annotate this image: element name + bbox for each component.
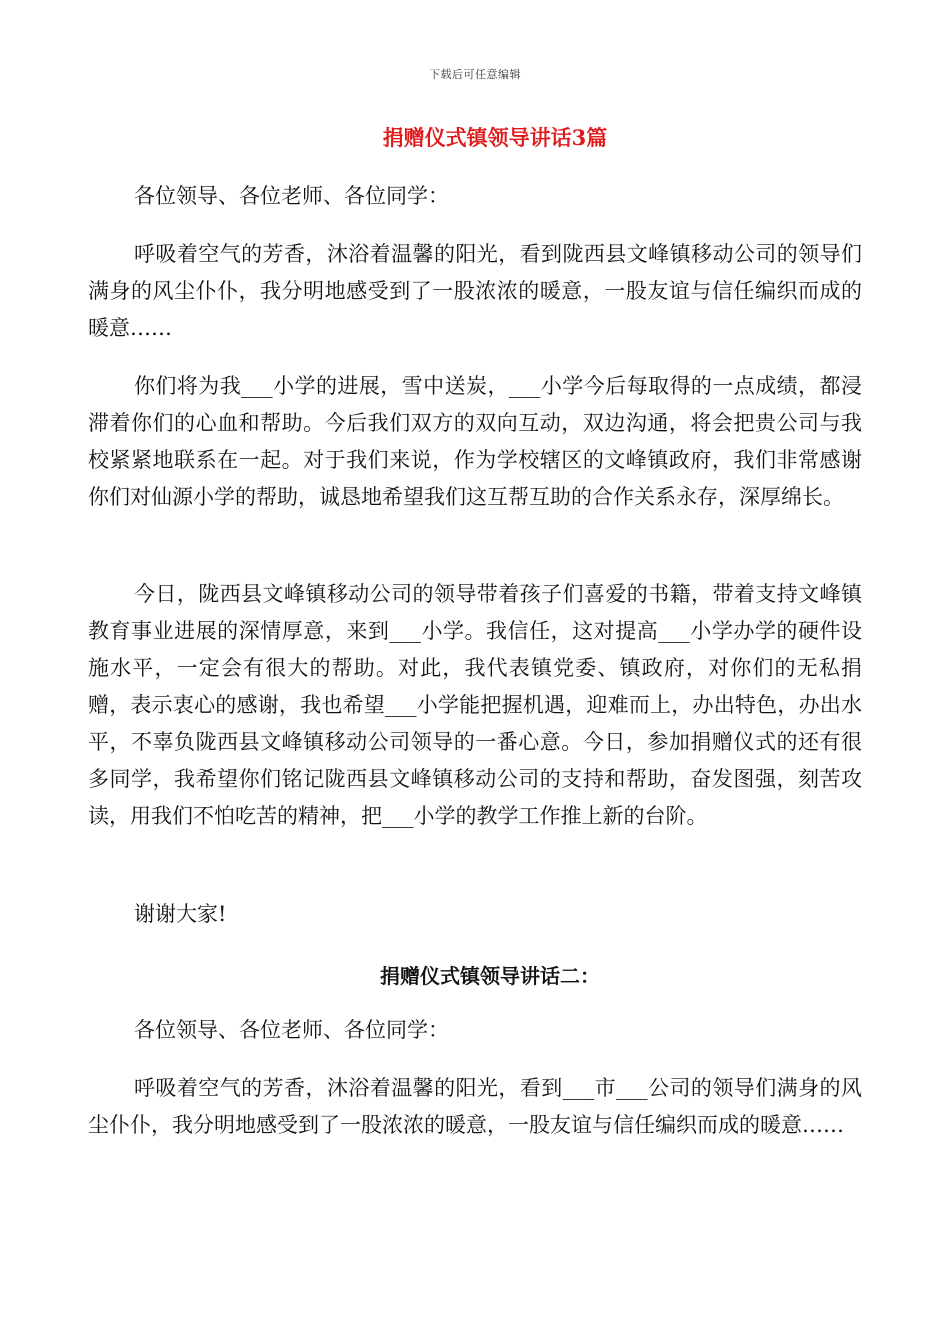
closing-thanks: 谢谢大家! (134, 902, 227, 926)
section-two-paragraph-opening: 呼吸着空气的芳香，沐浴着温馨的阳光，看到___市___公司的领导们满身的风尘仆仆，我分明地感受到了一股浓浓的暖意，一股友谊与信任编织而成的暖意…… (88, 1076, 862, 1137)
section-two-salutation: 各位领导、各位老师、各位同学： (134, 1018, 449, 1042)
paragraph-opening: 呼吸着空气的芳香，沐浴着温馨的阳光，看到陇西县文峰镇移动公司的领导们满身的风尘仆仆，我分明地感受到了一股浓浓的暖意，一股友谊与信任编织而成的暖意…… (88, 242, 862, 340)
paragraph-donation: 今日，陇西县文峰镇移动公司的领导带着孩子们喜爱的书籍，带着支持文峰镇教育事业进展的深情厚意，来到___小学。我信任，这对提高___小学办学的硬件设施水平，一定会有很大的帮助。对此，我代表镇党委、镇政府，对你们的无私捐赠，表示衷心的感谢，我也希望___小学能把握机遇，迎难而上，办出特色，办出水平，不辜负陇西县文峰镇移动公司领导的一番心意。今日，参加捐赠仪式的还有很多同学，我希望你们铭记陇西县文峰镇移动公司的支持和帮助，奋发图强，刻苦攻读，用我们不怕吃苦的精神，把___小学的教学工作推上新的台阶。 (88, 582, 862, 828)
document-title: 捐赠仪式镇领导讲话3篇 (382, 125, 608, 150)
paragraph-thanks: 你们将为我___小学的进展，雪中送炭，___小学今后每取得的一点成绩，都浸滞着你们的心血和帮助。今后我们双方的双向互动，双边沟通，将会把贵公司与我校紧紧地联系在一起。对于我们来说，作为学校辖区的文峰镇政府，我们非常感谢你们对仙源小学的帮助，诚恳地希望我们这互帮互助的合作关系永存，深厚绵长。 (88, 374, 862, 509)
salutation: 各位领导、各位老师、各位同学： (134, 184, 449, 208)
header-note: 下载后可任意编辑 (429, 68, 521, 81)
section-two-title: 捐赠仪式镇领导讲话二： (380, 964, 600, 988)
